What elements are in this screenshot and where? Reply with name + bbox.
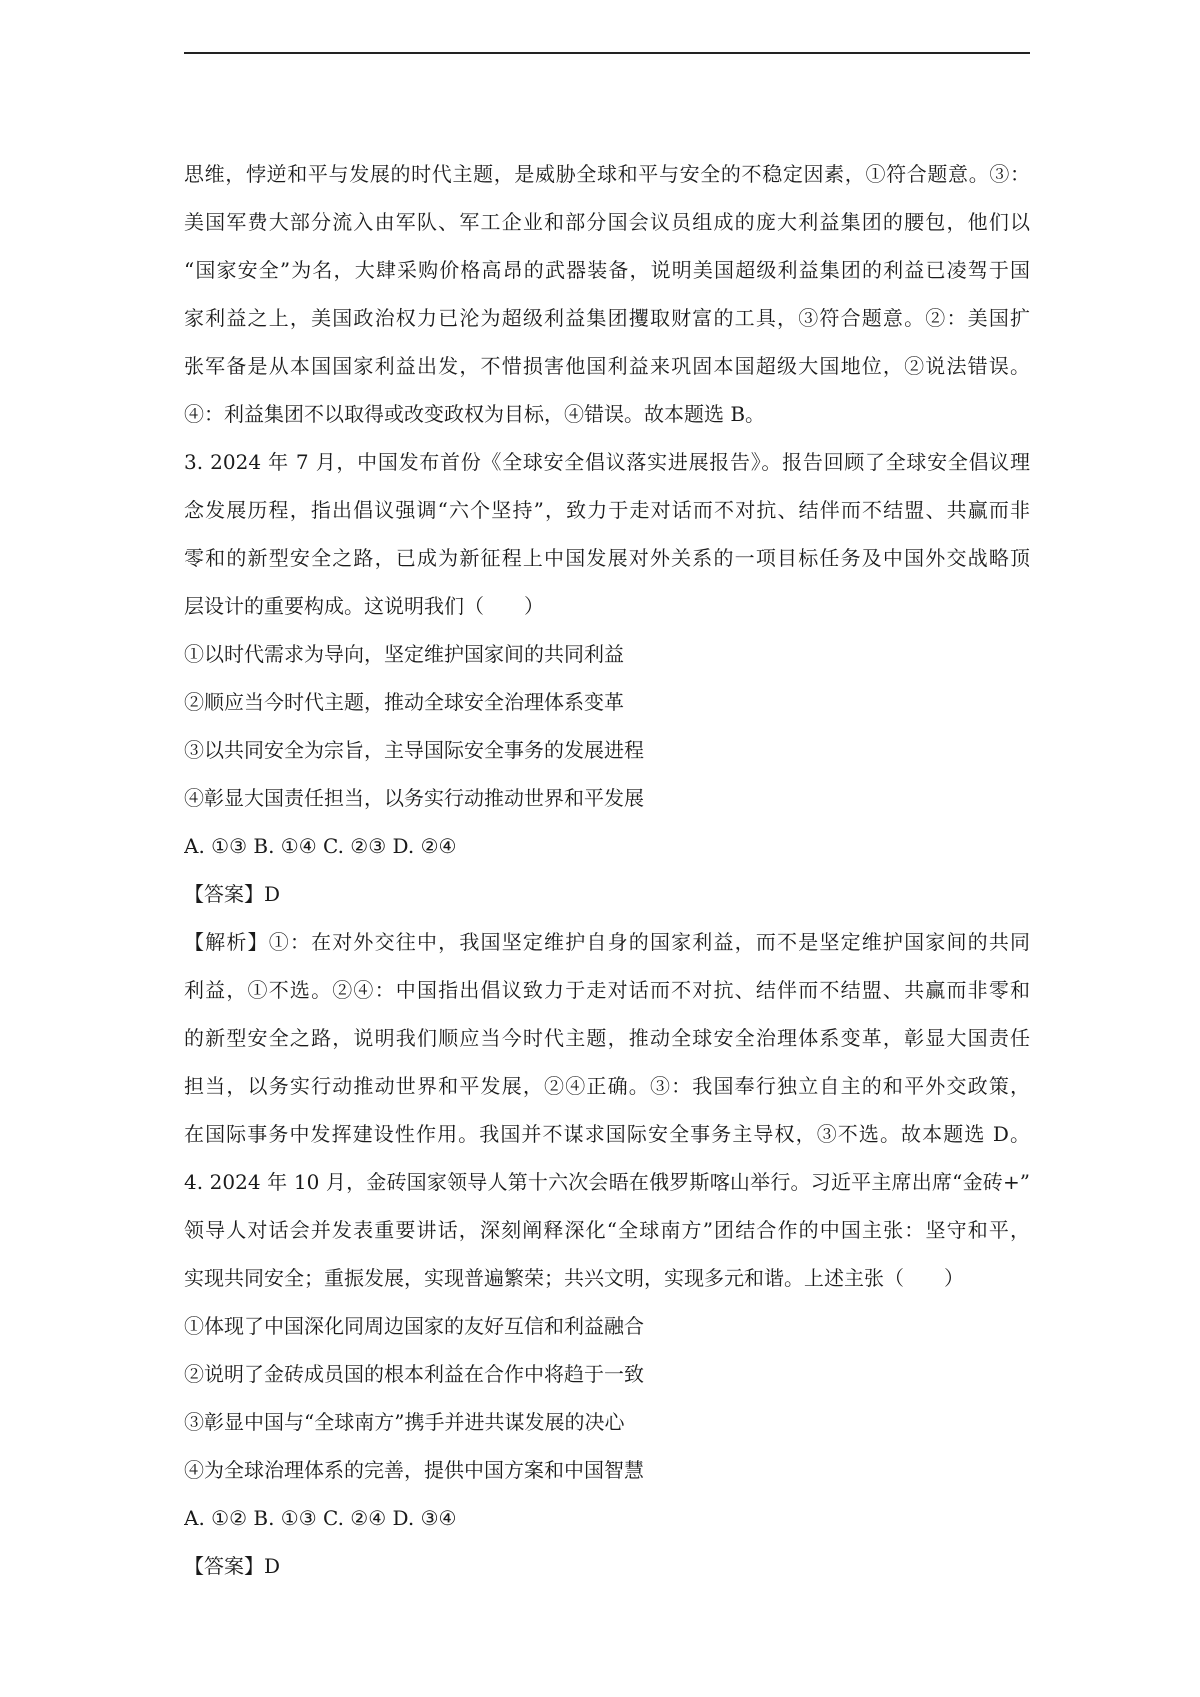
text-line: 领导人对话会并发表重要讲话，深刻阐释深化“全球南方”团结合作的中国主张：坚守和平， — [184, 1218, 1030, 1242]
text-line: 张军备是从本国国家利益出发，不惜损害他国利益来巩固本国超级大国地位，②说法错误。 — [184, 354, 1030, 378]
text-line: 利益，①不选。②④：中国指出倡议致力于走对话而不对抗、结伴而不结盟、共赢而非零和 — [184, 978, 1030, 1002]
text-line: A. ①② B. ①③ C. ②④ D. ③④ — [184, 1506, 457, 1530]
text-line: 3. 2024 年 7 月，中国发布首份《全球安全倡议落实进展报告》。报告回顾了全球安全倡议理 — [184, 450, 1030, 474]
document-body — [184, 150, 1030, 1590]
text-line: ②顺应当今时代主题，推动全球安全治理体系变革 — [184, 690, 624, 714]
text-line: 【答案】D — [184, 882, 281, 906]
text-line: ①体现了中国深化同周边国家的友好互信和利益融合 — [184, 1314, 644, 1338]
text-line: 家利益之上，美国政治权力已沦为超级利益集团攫取财富的工具，③符合题意。②：美国扩 — [184, 306, 1030, 330]
text-line: 在国际事务中发挥建设性作用。我国并不谋求国际安全事务主导权，③不选。故本题选 D。 — [184, 1122, 1030, 1146]
text-line: 【答案】D — [184, 1554, 281, 1578]
text-line: A. ①③ B. ①④ C. ②③ D. ②④ — [184, 834, 457, 858]
text-line: 思维，悖逆和平与发展的时代主题，是威胁全球和平与安全的不稳定因素，①符合题意。③： — [184, 162, 1030, 186]
text-line: 担当，以务实行动推动世界和平发展，②④正确。③：我国奉行独立自主的和平外交政策， — [184, 1074, 1030, 1098]
text-line: 【解析】①：在对外交往中，我国坚定维护自身的国家利益，而不是坚定维护国家间的共同 — [184, 930, 1030, 954]
text-line: ③彰显中国与“全球南方”携手并进共谋发展的决心 — [184, 1410, 625, 1434]
text-line: “国家安全”为名，大肆采购价格高昂的武器装备，说明美国超级利益集团的利益已凌驾于国 — [184, 258, 1030, 282]
text-line: ③以共同安全为宗旨，主导国际安全事务的发展进程 — [184, 738, 644, 762]
header-rule — [184, 52, 1030, 54]
text-line: ④：利益集团不以取得或改变政权为目标，④错误。故本题选 B。 — [184, 402, 766, 426]
text-line: 零和的新型安全之路，已成为新征程上中国发展对外关系的一项目标任务及中国外交战略顶 — [184, 546, 1030, 570]
text-line: ④彰显大国责任担当，以务实行动推动世界和平发展 — [184, 786, 644, 810]
text-line: 层设计的重要构成。这说明我们（ ） — [184, 594, 544, 618]
text-line: 美国军费大部分流入由军队、军工企业和部分国会议员组成的庞大利益集团的腰包，他们以 — [184, 210, 1030, 234]
text-line: 的新型安全之路，说明我们顺应当今时代主题，推动全球安全治理体系变革，彰显大国责任 — [184, 1026, 1030, 1050]
text-line: 4. 2024 年 10 月，金砖国家领导人第十六次会晤在俄罗斯喀山举行。习近平主席出席“金砖+” — [184, 1170, 1030, 1194]
text-line: 念发展历程，指出倡议强调“六个坚持”，致力于走对话而不对抗、结伴而不结盟、共赢而非 — [184, 498, 1030, 522]
text-line: 实现共同安全；重振发展，实现普遍繁荣；共兴文明，实现多元和谐。上述主张（ ） — [184, 1266, 964, 1290]
text-line: ①以时代需求为导向，坚定维护国家间的共同利益 — [184, 642, 624, 666]
text-line: ②说明了金砖成员国的根本利益在合作中将趋于一致 — [184, 1362, 644, 1386]
text-line: ④为全球治理体系的完善，提供中国方案和中国智慧 — [184, 1458, 644, 1482]
